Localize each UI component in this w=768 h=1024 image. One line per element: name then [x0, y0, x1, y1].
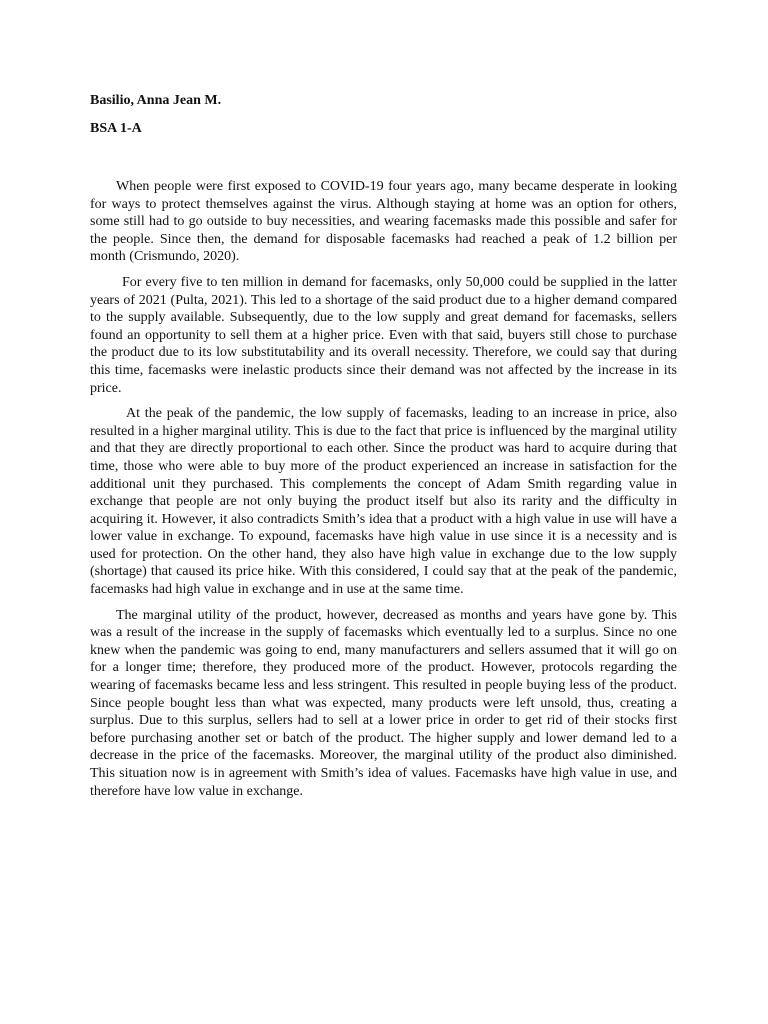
class-section: BSA 1-A — [90, 121, 142, 136]
paragraph-1: When people were first exposed to COVID-19 four years ago, many became desperate in looking for ways to protect themselves against the virus. Although staying at home was an option for others, some still had to go outside to buy necessities, and wearing facemasks made this possible and safer for the people. Since then, the demand for disposable facemasks had reached a peak of 1.2 billion per month (Crismundo, 2020). — [90, 179, 677, 265]
paragraph-4: The marginal utility of the product, however, decreased as months and years have gone by. This was a result of the increase in the supply of facemasks which eventually led to a surplus. Since no one knew when the pandemic was going to end, many manufacturers and sellers assumed that it will go on for a longer time; therefore, they produced more of the product. However, protocols regarding the wearing of facemasks became less and less stringent. This resulted in people buying less of the product. Since people bought less than what was expected, many products were left unsold, thus, creating a surplus. Due to this surplus, sellers had to sell at a lower price in order to get rid of their stocks first before purchasing another set or batch of the product. The higher supply and lower demand led to a decrease in the price of the facemasks. Moreover, the marginal utility of the product also diminished. This situation now is in agreement with Smith’s idea of values. Facemasks have high value in use, and therefore have low value in exchange. — [90, 607, 677, 799]
paragraph-2: For every five to ten million in demand for facemasks, only 50,000 could be supplied in the latter years of 2021 (Pulta, 2021). This led to a shortage of the said product due to a higher demand compared to the supply available. Subsequently, due to the low supply and great demand for facemasks, sellers found an opportunity to sell them at a higher price. Even with that said, buyers still chose to purchase the product due to its low substitutability and its overall necessity. Therefore, we could say that during this time, facemasks were inelastic products since their demand was not affected by the increase in its price. — [90, 274, 677, 396]
essay-body — [90, 178, 677, 808]
author-name: Basilio, Anna Jean M. — [90, 93, 222, 108]
paragraph-3: At the peak of the pandemic, the low supply of facemasks, leading to an increase in price, also resulted in a higher marginal utility. This is due to the fact that price is influenced by the marginal utility and that they are directly proportional to each other. Since the product was hard to acquire during that time, those who were able to buy more of the product experienced an increase in satisfaction for the additional unit they purchased. This complements the concept of Adam Smith regarding value in exchange that people are not only buying the product itself but also its rarity and the difficulty in acquiring it. However, it also contradicts Smith’s idea that a product with a high value in use will have a lower value in exchange. To expound, facemasks have high value in use since it is a necessity and is used for protection. On the other hand, they also have high value in exchange due to the low supply (shortage) that caused its price hike. With this considered, I could say that at the peak of the pandemic, facemasks had high value in exchange and in use at the same time. — [90, 406, 677, 598]
